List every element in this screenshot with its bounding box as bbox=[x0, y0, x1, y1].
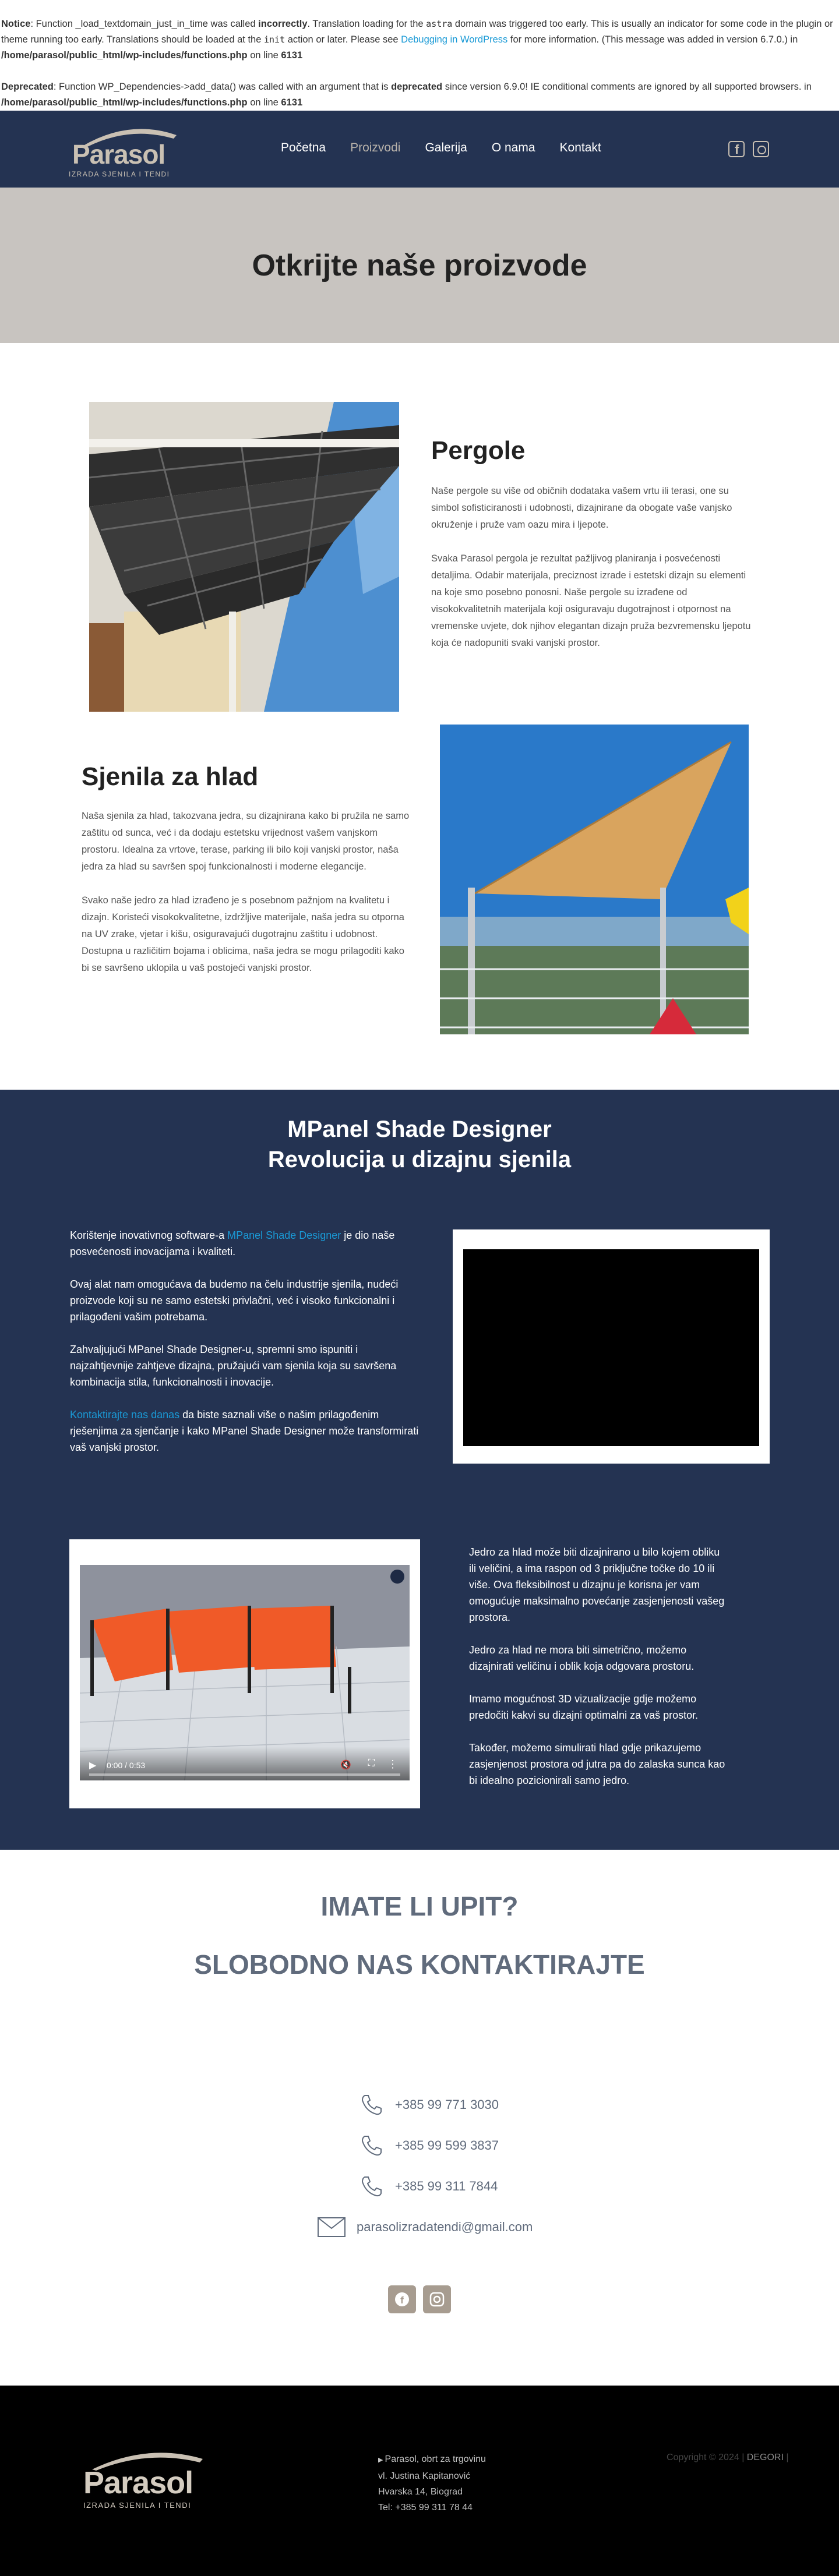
logo-tagline: IZRADA SJENILA I TENDI bbox=[83, 2501, 192, 2510]
phone-icon bbox=[359, 2133, 385, 2158]
mpanel-paragraph bbox=[70, 1227, 420, 1260]
svg-text:f: f bbox=[400, 2295, 404, 2306]
notice-text: action or later. Please see bbox=[285, 34, 401, 45]
mpanel-detail-text bbox=[469, 1544, 725, 1805]
video-player[interactable] bbox=[80, 1565, 410, 1780]
mpanel-paragraph bbox=[70, 1407, 420, 1455]
notice-line: 6131 bbox=[281, 97, 303, 108]
site-header bbox=[0, 111, 839, 188]
products-section bbox=[0, 343, 839, 1090]
footer-address bbox=[378, 2451, 486, 2515]
video-time: 0:00 / 0:53 bbox=[107, 1761, 146, 1770]
mpanel-paragraph: Ovaj alat nam omogućava da budemo na čelu industrije sjenila, nudeći proizvode koji su ne samo estetski privlačni, već i visoko funkcionalni i prilagođeni vašim potrebama. bbox=[70, 1278, 399, 1323]
sjenila-description bbox=[82, 808, 411, 994]
copyright-text: Copyright © 2024 | bbox=[667, 2453, 747, 2462]
nav-item-pocetna[interactable]: Početna bbox=[281, 141, 326, 154]
notice-text: domain was triggered too early. This is usually an indicator for some code in the plugin or theme running too early. Translations should be loaded at the bbox=[1, 19, 833, 45]
phone-icon bbox=[359, 2092, 385, 2118]
contact-subheading: SLOBODNO NAS KONTAKTIRAJTE bbox=[194, 1949, 645, 1980]
notice-path: /home/parasol/public_html/wp-includes/functions.php bbox=[1, 97, 248, 108]
contact-heading: IMATE LI UPIT? bbox=[320, 1891, 519, 1921]
page-title: Otkrijte naše proizvode bbox=[252, 248, 587, 282]
site-logo[interactable] bbox=[69, 123, 179, 176]
products-hero bbox=[0, 188, 839, 343]
mpanel-text: Korištenje inovativnog software-a bbox=[70, 1229, 228, 1241]
phone-line-3[interactable] bbox=[359, 2174, 498, 2199]
mpanel-section bbox=[0, 1090, 839, 1850]
notice-text: on line bbox=[247, 97, 281, 108]
copyright bbox=[667, 2453, 789, 2463]
notice-path: /home/parasol/public_html/wp-includes/functions.php bbox=[1, 50, 248, 61]
mpanel-intro-text bbox=[70, 1227, 420, 1472]
nav-item-proizvodi[interactable]: Proizvodi bbox=[350, 141, 401, 154]
phone-number: +385 99 771 3030 bbox=[395, 2097, 499, 2112]
notice-text: : Function WP_Dependencies->add_data() was called with an argument that is bbox=[53, 82, 392, 92]
pergola-photo bbox=[89, 402, 399, 712]
debugging-link[interactable]: Debugging in WordPress bbox=[401, 34, 508, 45]
more-options-icon[interactable]: ⋮ bbox=[387, 1758, 398, 1770]
instagram-icon bbox=[423, 2285, 451, 2313]
contact-facebook-button[interactable] bbox=[388, 2285, 416, 2313]
fullscreen-icon[interactable]: ⛶ bbox=[368, 1758, 375, 1768]
pergole-paragraph: Naše pergole su više od običnih dodataka vašem vrtu ili terasi, one su simbol sofisticiranosti i udobnosti, dizajnirane da obogate vaše vanjsko okruženje i pruže vam oazu mira i ljepote. bbox=[431, 486, 732, 530]
notice-text: : Function _load_textdomain_just_in_time was called bbox=[30, 19, 259, 29]
footer-logo[interactable] bbox=[83, 2447, 206, 2511]
sjenila-paragraph: Svako naše jedro za hlad izrađeno je s posebnom pažnjom na kvalitetu i dizajn. Koristeći visokokvalitetne, izdržljive materijale, naša jedra su otporna na UV zrake, vjetar i kišu, osiguravajući dugotrajnu zaštitu i udobnost. Dostupna u različitim bojama i oblicima, naša jedra se mogu prilagoditi kako bi se savršeno uklopila u vaš postojeći vanjski prostor. bbox=[82, 895, 404, 973]
nav-item-galerija[interactable]: Galerija bbox=[425, 141, 467, 154]
company-name bbox=[378, 2451, 486, 2468]
pergola-image bbox=[89, 402, 399, 712]
contact-us-link[interactable]: Kontaktirajte nas danas bbox=[70, 1409, 180, 1420]
contact-instagram-button[interactable] bbox=[423, 2285, 451, 2313]
notice-label: Notice bbox=[1, 19, 31, 29]
mpanel-text: da biste saznali više o našim prilagođenim rješenjima za sjenčanje i kako MPanel Shade Designer može transformirati vaš vanjski prostor. bbox=[70, 1409, 419, 1453]
mpanel-software-link[interactable]: MPanel Shade Designer bbox=[227, 1229, 341, 1241]
notice-text: for more information. (This message was added in version 6.7.0.) in bbox=[507, 34, 798, 45]
footer-phone: Tel: +385 99 311 78 44 bbox=[378, 2503, 473, 2513]
logo-wordmark: Parasol bbox=[83, 2465, 193, 2500]
mpanel-paragraph: Zahvaljujući MPanel Shade Designer-u, spremni smo ispuniti i najzahtjevnije zahtjeve dizajna, pružajući vam sjenila koja su savršena kombinacija stila, funkcionalnosti i inovacije. bbox=[70, 1344, 397, 1388]
facebook-icon[interactable] bbox=[728, 141, 745, 157]
notice-code: astra bbox=[426, 19, 453, 29]
logo-tagline: IZRADA SJENILA I TENDI bbox=[69, 170, 170, 178]
notice-text: incorrectly bbox=[258, 19, 308, 29]
instagram-icon[interactable] bbox=[753, 141, 769, 157]
play-icon[interactable]: ▶ bbox=[89, 1761, 97, 1771]
mute-icon[interactable]: 🔇 bbox=[340, 1760, 351, 1770]
logo-wordmark: Parasol bbox=[72, 139, 165, 169]
php-notices bbox=[0, 0, 839, 111]
shade-sail-image bbox=[440, 725, 749, 1034]
sjenila-title: Sjenila za hlad bbox=[82, 762, 259, 791]
notice-label: Deprecated bbox=[1, 82, 54, 92]
mpanel-paragraph: Jedro za hlad može biti dizajnirano u bilo kojem obliku ili veličini, a ima raspon od 3 priključne točke do 10 ili više. Ova fleksibilnost u dizajnu je korisna jer vam omogućuje maksimalno povećanje zasjenjenosti vašeg prostora. bbox=[469, 1546, 725, 1623]
header-social bbox=[728, 141, 769, 157]
deprecated-message bbox=[1, 79, 839, 111]
shade-sail-photo bbox=[440, 725, 749, 1034]
notice-text: on line bbox=[247, 50, 281, 61]
notice-code: init bbox=[264, 34, 285, 45]
phone-line-2[interactable] bbox=[359, 2133, 499, 2158]
mpanel-paragraph: Također, možemo simulirati hlad gdje prikazujemo zasjenjenost prostora od jutra pa do zalaska sunca kao bi idealno pozicionirali samo jedro. bbox=[469, 1742, 725, 1786]
phone-number: +385 99 311 7844 bbox=[395, 2179, 498, 2193]
phone-icon bbox=[359, 2174, 385, 2199]
arrow-icon: ▶ bbox=[378, 2457, 385, 2464]
pergole-title: Pergole bbox=[431, 436, 526, 465]
nav-item-o-nama[interactable]: O nama bbox=[491, 141, 535, 154]
email-line[interactable] bbox=[317, 2217, 533, 2238]
mpanel-text: je dio naše posvećenosti inovacijama i kvaliteti. bbox=[70, 1229, 395, 1257]
mpanel-title bbox=[0, 1114, 839, 1175]
mpanel-title-line: MPanel Shade Designer bbox=[287, 1116, 552, 1142]
nav-item-kontakt[interactable]: Kontakt bbox=[559, 141, 601, 154]
developer-link[interactable]: DEGORI bbox=[746, 2453, 784, 2462]
email-address: parasolizradatendi@gmail.com bbox=[357, 2220, 533, 2234]
notice-text: . Translation loading for the bbox=[307, 19, 426, 29]
video-embed-frame bbox=[453, 1229, 770, 1464]
pergole-description bbox=[431, 483, 757, 669]
video-controls bbox=[80, 1747, 410, 1780]
mpanel-subtitle-line: Revolucija u dizajnu sjenila bbox=[267, 1147, 572, 1172]
video-player-frame bbox=[69, 1539, 420, 1808]
copyright-text: | bbox=[783, 2453, 789, 2462]
notice-line: 6131 bbox=[281, 50, 303, 61]
video-progress-bar[interactable] bbox=[89, 1773, 400, 1776]
embedded-video[interactable] bbox=[463, 1249, 759, 1446]
notice-message bbox=[1, 16, 839, 63]
notice-text: since version 6.9.0! IE conditional comments are ignored by all supported browsers. in bbox=[442, 82, 812, 92]
notice-text: deprecated bbox=[391, 82, 443, 92]
company-name-text: Parasol, obrt za trgovinu bbox=[385, 2454, 486, 2464]
phone-number: +385 99 599 3837 bbox=[395, 2138, 499, 2153]
street-address: Hvarska 14, Biograd bbox=[378, 2487, 463, 2497]
mpanel-paragraph: Imamo mogućnost 3D vizualizacije gdje možemo predočiti kakvi su dizajni optimalni za vaš prostor. bbox=[469, 1693, 699, 1721]
mpanel-paragraph: Jedro za hlad ne mora biti simetrično, možemo dizajnirati veličinu i oblik koja odgovara prostoru. bbox=[469, 1644, 695, 1672]
pergole-paragraph: Svaka Parasol pergola je rezultat pažljivog planiranja i posvećenosti detaljima. Odabir materijala, preciznost izrade i estetski dizajn su elementi na koje smo posebno ponosni. Naše pergole su izrađene od visokokvalitetnih materijala koji osiguravaju dugotrajnost i otpornost na vremenske uvjete, dok njihov elegantan dizajn pruža bezvremensku ljepotu koja će nadopuniti svaki vanjski prostor. bbox=[431, 553, 751, 648]
sjenila-paragraph: Naša sjenila za hlad, takozvana jedra, su dizajnirana kako bi pružila ne samo zaštitu od sunca, već i da dodaju estetsku vrijednost vašem vanjskom prostoru. Idealna za vrtove, terase, parking ili bilo koji vanjski prostor, naša jedra za hlad su savršen spoj funkcionalnosti i moderne elegancije. bbox=[82, 811, 410, 872]
facebook-icon bbox=[388, 2285, 416, 2313]
site-footer bbox=[0, 2386, 839, 2576]
owner-name: vl. Justina Kapitanović bbox=[378, 2471, 471, 2481]
main-nav bbox=[281, 141, 626, 155]
contact-section bbox=[0, 1850, 839, 2386]
phone-line-1[interactable] bbox=[359, 2092, 499, 2118]
email-icon bbox=[317, 2217, 346, 2238]
